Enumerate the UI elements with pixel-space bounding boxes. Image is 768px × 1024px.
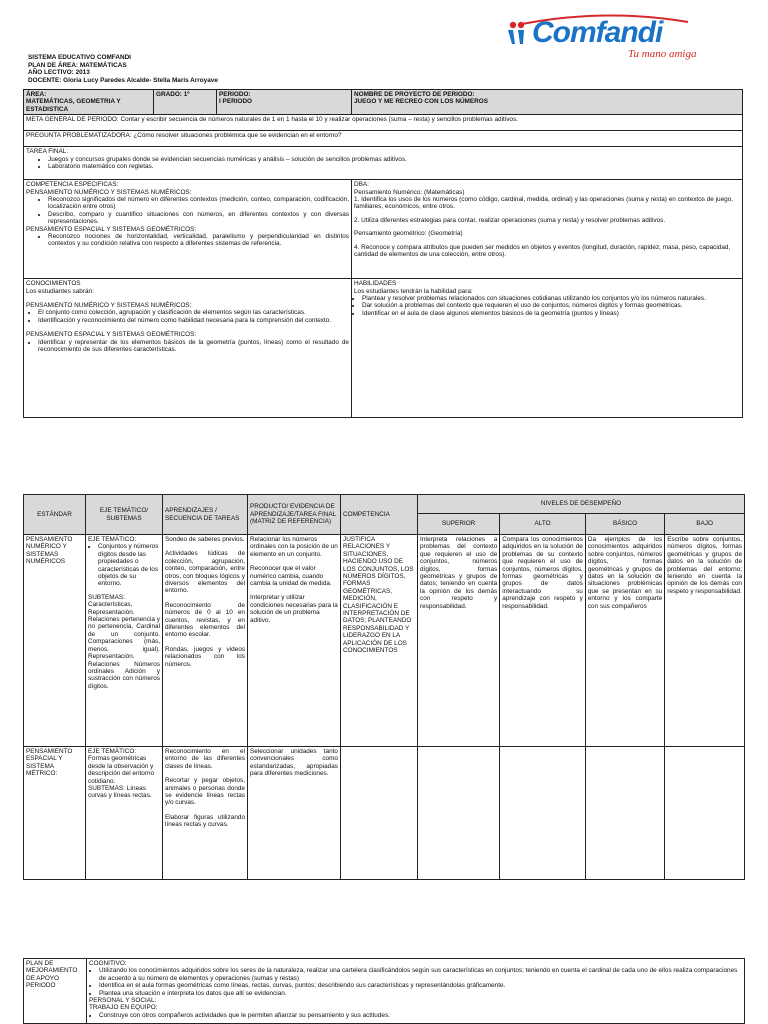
list-item: • Identificación y reconocimiento del número como habilidad necesaria para la comprensión del contexto. [38, 317, 349, 324]
pregunta-row [24, 131, 743, 147]
list-item: • Laboratorio matemático con regletas. [48, 163, 740, 170]
list-item: • Reconozco significados del número en diferentes contextos (medición, conteo, comparación, codificación, localización entre otros) [48, 196, 349, 211]
brand-tagline: Tu mano amiga [628, 48, 697, 60]
estandar-header: ESTÁNDAR [24, 495, 86, 535]
list-item: • Identificar y representar de los elementos básicos de la geometría (puntos, líneas) como el resultado de reconocimiento de sus diferentes características. [38, 339, 349, 354]
niveles-header: NIVELES DE DESEMPEÑO [418, 495, 745, 514]
estandar-cell: PENSAMIENTO NUMÉRICO Y SISTEMAS NUMÉRICOS [24, 535, 86, 747]
alto-header: ALTO [500, 514, 586, 535]
pregunta-cell: PREGUNTA PROBLEMATIZADORA: ¿Cómo resolver situaciones problémica que se evidencian en el entorno? [24, 131, 743, 147]
producto-header: PRODUCTO/ EVIDENCIA DE APRENDIZAJE/TAREA FINAL (MATRIZ DE REFERENCIA) [248, 495, 341, 535]
plan-header-row [24, 495, 745, 514]
header-line: SISTEMA EDUCATIVO COMFANDI [28, 54, 131, 61]
competencia-cell [341, 747, 418, 880]
tarea-row [24, 147, 743, 180]
bajo-cell [665, 747, 745, 880]
list-item: • Plantear y resolver problemas relacionados con situaciones cotidianas utilizando los conjuntos y/o los números naturales. [362, 295, 740, 302]
tarea-cell: TAREA FINAL: • Juegos y concursos grupales donde se evidencian secuencias numéricas y análisis – solución de sencillos problemas aditivos. • Laboratorio matemático con regletas. [24, 147, 743, 180]
bajo-cell: Escribe sobre conjuntos, números dígitos, formas geométricas y grupos de datos en la solución de problemas del entorno; teniendo en cuenta la opinión de los demás con respeto y responsabilidad. [665, 535, 745, 747]
conocimientos-cell: CONOCIMIENTOS Los estudiantes sabrán: PENSAMIENTO NUMÉRICO Y SISTEMAS NUMÉRICOS: • El conjunto como colección, agrupación y clasificación de elementos según las características. • Identificación y reconocimiento del número como habilidad necesaria para la comprensión del contexto. PENSAMIENTO ESPACIAL Y SISTEMAS GEOMÉTRICOS: • Identificar y representar de los elementos básicos de la geometría (puntos, líneas) como el resultado de reconocimiento de sus diferentes características. [24, 279, 352, 418]
list-item: • Describo, comparo y cuantifico situaciones con números, en diferentes contextos y con diversas representaciones. [48, 211, 349, 226]
alto-cell: Compara los conocimientos adquiridos en la solución de problemas de su contexto que requieren el uso de conjuntos, números dígitos, formas geométricas y grupos de datos interactuando su aprendizaje con respeto y responsabilidad. [500, 535, 586, 747]
header-line: AÑO LECTIVO: 2013 [28, 69, 90, 77]
basico-cell [585, 747, 664, 880]
logo-swoosh-icon [520, 14, 690, 26]
list-item: • Construye con otros compañeros actividades que le permiten afianzar su pensamiento y sus actitudes. [99, 1012, 742, 1019]
producto-cell: Seleccionar unidades tanto convencionales como estandarizadas, apropiadas para diferentes mediciones. [248, 747, 341, 880]
habilidades-cell: HABILIDADES Los estudiantes tendrán la habilidad para: • Plantear y resolver problemas relacionados con situaciones cotidianas utilizando los conjuntos y/o los números naturales. • Dar solución a problemas del contexto que requieren el uso de conjuntos, números dígitos y formas geométricas. • Identificar en el aula de clase algunos elementos básicos de la geometría (puntos y líneas) [352, 279, 743, 418]
basico-header: BÁSICO [585, 514, 664, 535]
competencia-cell: JUSTIFICA RELACIONES Y SITUACIONES, HACIENDO USO DE LOS CONJUNTOS, LOS NÚMEROS DÍGITOS, FORMAS GEOMÉTRICAS, MEDICIÓN, CLASIFICACIÓN E INTERPRETACIÓN DE DATOS; PLANTEANDO RESPONSABILIDAD Y LIDERAZGO EN LA APLICACIÓN DE LOS CONOCIMIENTOS [341, 535, 418, 747]
competencias-cell: COMPETENCIA ESPECIFICAS: PENSAMIENTO NUMÉRICO Y SISTEMAS NUMÉRICOS: • Reconozco significados del número en diferentes contextos (medición, conteo, comparación, codificación, localización entre otros) • Describo, comparo y cuantifico situaciones con números, en diferentes contextos y con diversas representaciones. PENSAMIENTO ESPACIAL Y SISTEMAS GEOMÉTRICOS: • Reconozco nociones de horizontalidad, verticalidad, paralelismo y perpendicularidad en distintos contextos y su condición relativa con respecto a diferentes sistemas de referencia. [24, 180, 352, 279]
eje-header: EJE TEMÁTICO/ SUBTEMAS [86, 495, 163, 535]
header-line: PLAN DE ÁREA: MATEMÁTICAS [28, 61, 127, 69]
list-item: • Utilizando los conocimientos adquiridos sobre los seres de la naturaleza, realizar una cartelera clasificándolos según sus características en conjuntos; teniendo en cuenta el cardinal de cada uno de ellos realiza comparaciones de acuerdo a su número de elementos y operaciones (sumas y restas) [99, 967, 742, 982]
apoyo-content-cell: COGNITIVO: • Utilizando los conocimientos adquiridos sobre los seres de la naturaleza, realizar una cartelera clasificándolos según sus características en conjuntos; teniendo en cuenta el cardinal de cada uno de ellos realiza comparaciones de acuerdo a su número de elementos y operaciones (sumas y restas) • Identifica en el aula formas geométricas como líneas, rectas, curvas, puntos; describiendo sus características y representándolas gráficamente. • Plantea una situación e interpreta los datos que allí se evidencian. PERSONAL Y SOCIAL: TRABAJO EN EQUIPO: • Construye con otros compañeros actividades que le permiten afianzar su pensamiento y sus actitudes. [87, 959, 745, 1024]
estandar-cell: PENSAMIENTO ESPACIAL Y SISTEMA MÉTRICO: [24, 747, 86, 880]
list-item: • Identificar en el aula de clase algunos elementos básicos de la geometría (puntos y líneas) [362, 310, 740, 317]
basico-cell: Da ejemplos de los conocimientos adquiridos sobre conjuntos, números dígitos, formas geométricas y grupos de datos en la solución de situaciones problémicas que se presentan en su entorno y los comparte con sus compañeros [585, 535, 664, 747]
eje-cell: EJE TEMÁTICO: • Conjuntos y números dígitos desde las propiedades o características de los objetos de su entorno. SUBTEMAS: Características, Representación. Relaciones pertenencia y no pertenencia, Cardinal de un conjunto. Comparaciones (más, menos, igual). Representación. Relaciones Números ordinales Adición y sustracción con números dígitos. [86, 535, 163, 747]
period-cell: PERIODO: I PERIODO [217, 90, 352, 115]
list-item: • Reconozco nociones de horizontalidad, verticalidad, paralelismo y perpendicularidad en distintos contextos y su condición relativa con respecto a diferentes sistemas de referencia. [48, 233, 349, 248]
table-row [24, 959, 745, 1024]
dba-cell: DBA: Pensamiento Numérico: (Matemáticas) 1. Identifica los usos de los números (como código, cardinal, medida, ordinal) y las operaciones (suma y resta) en contextos de juego, familiares, económicos, entre otros. 2. Utiliza diferentes estrategias para contar, realizar operaciones (suma y resta) y resolver problemas aditivos. Pensamiento geométrico: (Geometría) 4. Reconoce y compara atributos que pueden ser medidos en objetos y eventos (longitud, duración, rapidez, masa, peso, capacidad, cantidad de elementos de una colección, entre otros). [352, 180, 743, 279]
project-cell: NOMBRE DE PROYECTO DE PERIODO: JUEGO Y ME RECREO CON LOS NÚMEROS [352, 90, 743, 115]
list-item: • El conjunto como colección, agrupación y clasificación de elementos según las características. [38, 309, 349, 316]
aprendizajes-cell: Reconocimiento en el entorno de las diferentes clases de líneas. Recortar y pegar objetos, animales o personas donde se evidencie líneas rectas y/o curvas. Elaborar figuras utilizando líneas rectas y curvas. [163, 747, 248, 880]
comfandi-logo [500, 14, 750, 62]
bajo-header: BAJO [665, 514, 745, 535]
list-item: • Conjuntos y números dígitos desde las propiedades o características de los objetos de su entorno. [98, 543, 160, 587]
meta-cell: META GENERAL DE PERIODO: Contar y escribir secuencia de números naturales de 1 en 1 hasta el 10 y realizar operaciones (suma – resta) y sencillos problemas aditivos. [24, 115, 743, 131]
table-row [24, 535, 745, 747]
plan-table [23, 494, 745, 880]
list-item: • Plantea una situación e interpreta los datos que allí se evidencian. [99, 990, 742, 997]
superior-cell [418, 747, 500, 880]
table-row [24, 747, 745, 880]
list-item: • Juegos y concursos grupales donde se evidencian secuencias numéricas y análisis – solución de sencillos problemas aditivos. [48, 156, 740, 163]
list-item: • Dar solución a problemas del contexto que requieren el uso de conjuntos, números dígitos y formas geométricas. [362, 302, 740, 309]
superior-cell: Interpreta relaciones a problemas del contexto que requieren el uso de conjuntos, números dígitos, formas geométricas y grupos de datos; teniendo en cuenta la opinión de los demás con respeto y responsabilidad. [418, 535, 500, 747]
competencias-row [24, 180, 743, 279]
list-item: • Identifica en el aula formas geométricas como líneas, rectas, curvas, puntos; describiendo sus características y representándolas gráficamente. [99, 982, 742, 989]
meta-row [24, 115, 743, 131]
apoyo-table [23, 958, 745, 1024]
superior-header: SUPERIOR [418, 514, 500, 535]
grade-cell: GRADO: 1º [154, 90, 217, 115]
header-line: DOCENTE: Gloria Lucy Paredes Alcalde- Stella Maris Arroyave [28, 76, 218, 84]
aprendizajes-header: APRENDIZAJES / SECUENCIA DE TAREAS [163, 495, 248, 535]
conocimientos-row [24, 279, 743, 418]
competencia-header: COMPETENCIA [341, 495, 418, 535]
producto-cell: Relacionar los números ordinales con la posición de un elemento en un conjunto. Reconocer que el valor numérico cambia, cuando cambia la unidad de medida. Interpretar y utilizar condiciones necesarias para la solución de un problema aditivo. [248, 535, 341, 747]
aprendizajes-cell: Sondeo de saberes previos. Actividades lúdicas de colección, agrupación, conteo, comparación, entre otros, con bloques lógicos y diversos elementos del entorno. Reconocimiento de números de 0 al 10 en cuentos, revistas, y en diferentes elementos del entorno escolar. Rondas, juegos y videos relacionados con los números. [163, 535, 248, 747]
brand-name: Comfandi [532, 16, 663, 49]
eje-cell: EJE TEMÁTICO: Formas geométricas desde la observación y descripción del entorno cotidiano. SUBTEMAS: Líneas curvas y líneas rectas. [86, 747, 163, 880]
info-header-row [24, 90, 743, 115]
apoyo-label-cell: PLAN DE MEJORAMIENTO DE APOYO PERIODO [24, 959, 87, 1024]
alto-cell [500, 747, 586, 880]
info-table [23, 89, 743, 418]
document-header [28, 54, 408, 84]
area-cell: ÁREA: MATEMÁTICAS, GEOMETRIA Y ESTADISTICA [24, 90, 154, 115]
